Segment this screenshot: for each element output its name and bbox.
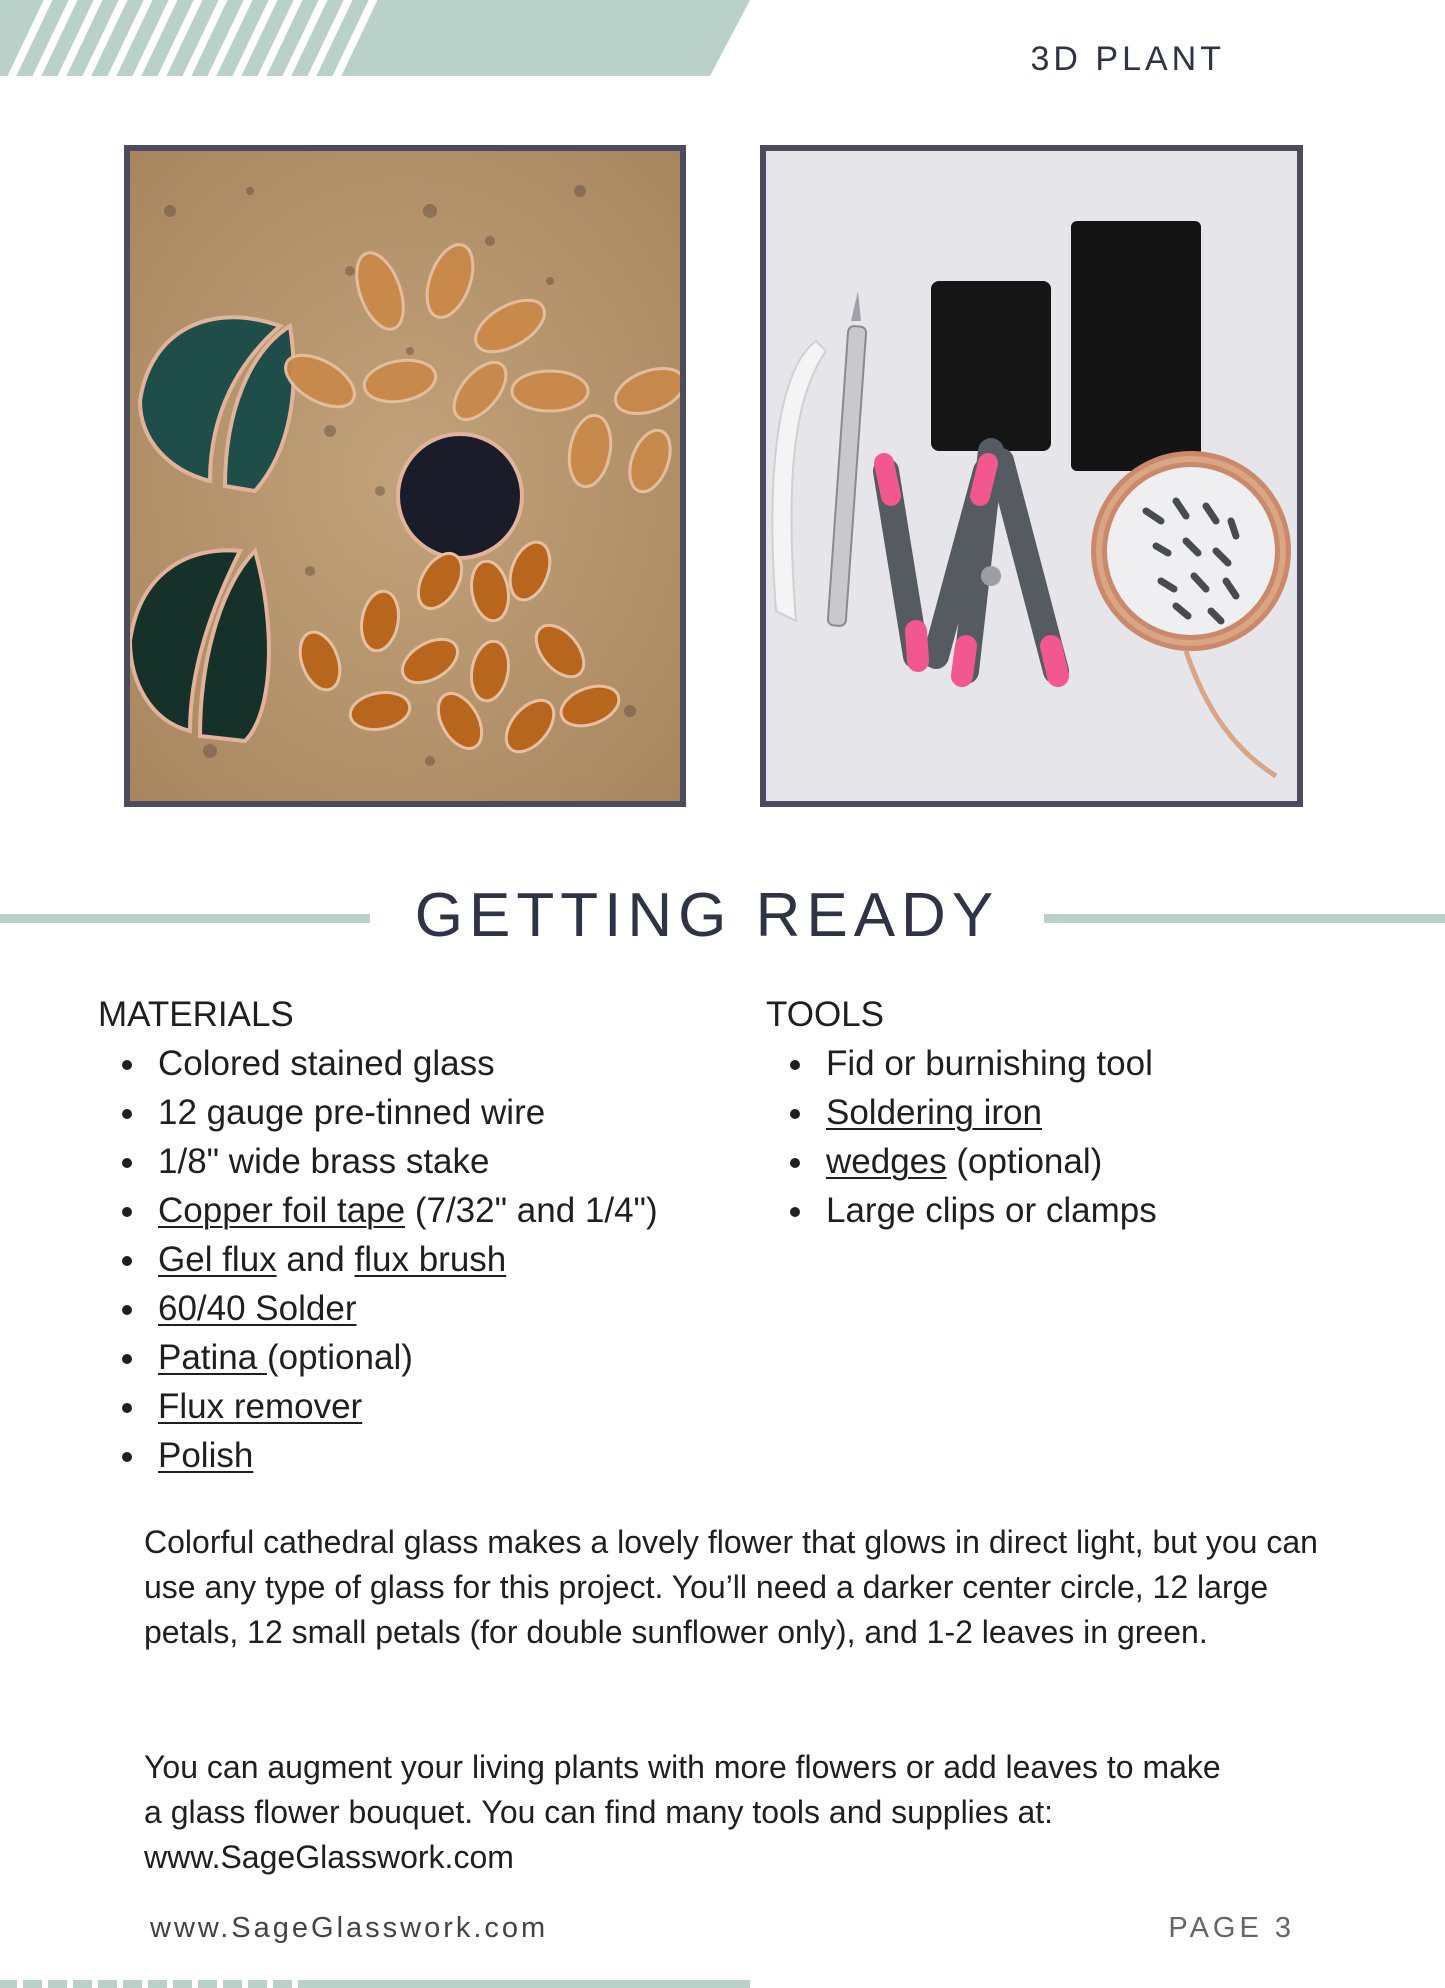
- document-title: 3D PLANT: [1030, 40, 1225, 78]
- item-text: (7/32" and 1/4"): [405, 1191, 658, 1230]
- tools-photo: [760, 145, 1303, 807]
- gel-flux-link[interactable]: Gel flux: [158, 1240, 277, 1279]
- copper-foil-tape-link[interactable]: Copper foil tape: [158, 1191, 406, 1230]
- flux-brush-link[interactable]: flux brush: [354, 1240, 507, 1279]
- tools-heading: TOOLS: [766, 995, 885, 1034]
- list-item: [766, 1137, 1326, 1186]
- list-item: [98, 1088, 738, 1137]
- item-text: Large clips or clamps: [826, 1191, 1157, 1230]
- list-item: [98, 1284, 738, 1333]
- section-title: GETTING READY: [414, 881, 1000, 950]
- website-link[interactable]: www.SageGlasswork.com: [144, 1839, 514, 1875]
- bottom-stripe-band: [0, 1980, 750, 1988]
- list-item: [98, 1039, 738, 1088]
- list-item: [766, 1088, 1326, 1137]
- section-rule-left: [0, 914, 370, 923]
- list-item: [98, 1431, 738, 1480]
- materials-list: [98, 1039, 738, 1480]
- item-text: Fid or burnishing tool: [826, 1044, 1153, 1083]
- soldering-iron-link[interactable]: Soldering iron: [826, 1093, 1042, 1132]
- intro-paragraph: Colorful cathedral glass makes a lovely flower that glows in direct light, but you can use any type of glass for this project. You’ll need a darker center circle, 12 large petals, 12 small petals (for double sunflower only), and 1-2 leaves in green.: [144, 1524, 1318, 1650]
- patina-link[interactable]: Patina: [158, 1338, 267, 1377]
- page-number: PAGE 3: [1168, 1912, 1295, 1944]
- glass-pieces-photo: [124, 145, 686, 807]
- paragraph-line: a glass flower bouquet. You can find many tools and supplies at:: [144, 1794, 1054, 1830]
- item-text: Colored stained glass: [158, 1044, 495, 1083]
- list-item: [98, 1186, 738, 1235]
- supplies-paragraph: [144, 1745, 1324, 1880]
- corner-stripe-band: [0, 0, 750, 76]
- paragraph-line: You can augment your living plants with more flowers or add leaves to make: [144, 1749, 1221, 1785]
- item-text: (optional): [266, 1338, 413, 1377]
- item-text: and: [276, 1240, 355, 1279]
- list-item: [98, 1235, 738, 1284]
- list-item: [98, 1137, 738, 1186]
- list-item: [766, 1039, 1326, 1088]
- flux-remover-link[interactable]: Flux remover: [158, 1387, 363, 1426]
- materials-heading: MATERIALS: [98, 995, 294, 1034]
- item-text: 1/8" wide brass stake: [158, 1142, 490, 1181]
- materials-column: [98, 990, 738, 1480]
- list-item: [98, 1382, 738, 1431]
- footer-url[interactable]: www.SageGlasswork.com: [150, 1912, 549, 1944]
- list-item: [766, 1186, 1326, 1235]
- item-text: (optional): [946, 1142, 1103, 1181]
- solder-link[interactable]: 60/40 Solder: [158, 1289, 357, 1328]
- section-rule-right: [1044, 914, 1445, 923]
- tools-list: [766, 1039, 1326, 1235]
- item-text: 12 gauge pre-tinned wire: [158, 1093, 546, 1132]
- polish-link[interactable]: Polish: [158, 1436, 254, 1475]
- tools-column: [766, 990, 1326, 1235]
- list-item: [98, 1333, 738, 1382]
- wedges-link[interactable]: wedges: [826, 1142, 947, 1181]
